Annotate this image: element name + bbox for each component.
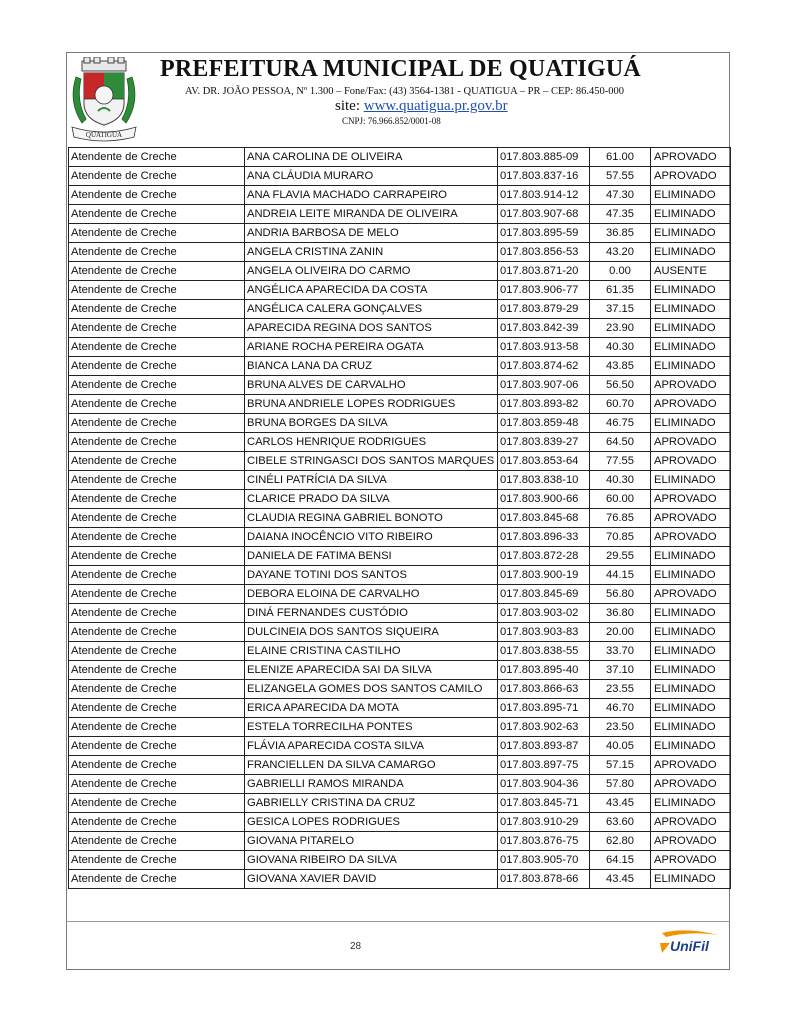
cell-cargo: Atendente de Creche [69, 661, 245, 680]
table-row [69, 186, 731, 205]
cell-status: APROVADO [651, 167, 731, 186]
cell-cargo: Atendente de Creche [69, 699, 245, 718]
cell-registration: 017.803.893-87 [498, 737, 590, 756]
unifil-logo [656, 929, 726, 955]
cell-status: ELIMINADO [651, 319, 731, 338]
cell-name: CLARICE PRADO DA SILVA [245, 490, 498, 509]
table-row [69, 357, 731, 376]
table-row [69, 585, 731, 604]
cell-registration: 017.803.845-69 [498, 585, 590, 604]
cell-name: ELIZANGELA GOMES DOS SANTOS CAMILO [245, 680, 498, 699]
cell-name: DEBORA ELOINA DE CARVALHO [245, 585, 498, 604]
cell-cargo: Atendente de Creche [69, 737, 245, 756]
cell-score: 57.15 [590, 756, 651, 775]
cell-score: 0.00 [590, 262, 651, 281]
cell-cargo: Atendente de Creche [69, 870, 245, 889]
cell-status: ELIMINADO [651, 737, 731, 756]
cell-status: ELIMINADO [651, 357, 731, 376]
cell-cargo: Atendente de Creche [69, 528, 245, 547]
cell-name: ANDREIA LEITE MIRANDA DE OLIVEIRA [245, 205, 498, 224]
cell-name: GIOVANA PITARELO [245, 832, 498, 851]
cell-cargo: Atendente de Creche [69, 509, 245, 528]
cell-cargo: Atendente de Creche [69, 148, 245, 167]
cell-cargo: Atendente de Creche [69, 281, 245, 300]
site-label: site: [335, 98, 364, 114]
cell-score: 43.45 [590, 870, 651, 889]
cell-status: APROVADO [651, 376, 731, 395]
cell-name: ARIANE ROCHA PEREIRA OGATA [245, 338, 498, 357]
cell-name: CINÉLI PATRÍCIA DA SILVA [245, 471, 498, 490]
cell-registration: 017.803.903-83 [498, 623, 590, 642]
cell-name: DINÁ FERNANDES CUSTÓDIO [245, 604, 498, 623]
cell-cargo: Atendente de Creche [69, 338, 245, 357]
cell-cargo: Atendente de Creche [69, 205, 245, 224]
table-row [69, 832, 731, 851]
cell-score: 61.35 [590, 281, 651, 300]
cell-name: ANA FLAVIA MACHADO CARRAPEIRO [245, 186, 498, 205]
cell-registration: 017.803.879-29 [498, 300, 590, 319]
cell-status: ELIMINADO [651, 471, 731, 490]
cell-registration: 017.803.903-02 [498, 604, 590, 623]
page-title: PREFEITURA MUNICIPAL DE QUATIGUÁ [160, 56, 641, 82]
cell-name: BRUNA BORGES DA SILVA [245, 414, 498, 433]
cell-score: 70.85 [590, 528, 651, 547]
cell-score: 46.75 [590, 414, 651, 433]
cell-registration: 017.803.872-28 [498, 547, 590, 566]
cell-status: ELIMINADO [651, 699, 731, 718]
table-row [69, 851, 731, 870]
footer-divider [66, 921, 730, 922]
cell-score: 61.00 [590, 148, 651, 167]
cell-score: 37.10 [590, 661, 651, 680]
cell-status: APROVADO [651, 585, 731, 604]
cell-status: ELIMINADO [651, 870, 731, 889]
table-row [69, 414, 731, 433]
cell-registration: 017.803.837-16 [498, 167, 590, 186]
table-row [69, 604, 731, 623]
cell-status: APROVADO [651, 490, 731, 509]
site-link[interactable]: www.quatigua.pr.gov.br [363, 98, 508, 114]
cell-score: 47.30 [590, 186, 651, 205]
cell-status: ELIMINADO [651, 224, 731, 243]
table-row [69, 471, 731, 490]
cell-status: ELIMINADO [651, 547, 731, 566]
cell-registration: 017.803.904-36 [498, 775, 590, 794]
cell-cargo: Atendente de Creche [69, 832, 245, 851]
cell-status: APROVADO [651, 509, 731, 528]
cell-registration: 017.803.902-63 [498, 718, 590, 737]
cell-cargo: Atendente de Creche [69, 490, 245, 509]
cell-cargo: Atendente de Creche [69, 186, 245, 205]
table-row [69, 490, 731, 509]
cell-status: ELIMINADO [651, 338, 731, 357]
cell-name: ANGELA OLIVEIRA DO CARMO [245, 262, 498, 281]
table-row [69, 756, 731, 775]
cell-score: 23.55 [590, 680, 651, 699]
cell-score: 43.45 [590, 794, 651, 813]
cell-registration: 017.803.906-77 [498, 281, 590, 300]
table-row [69, 433, 731, 452]
cell-registration: 017.803.874-62 [498, 357, 590, 376]
cell-registration: 017.803.885-09 [498, 148, 590, 167]
cell-status: APROVADO [651, 756, 731, 775]
cell-registration: 017.803.910-29 [498, 813, 590, 832]
header-site [335, 98, 508, 115]
cell-cargo: Atendente de Creche [69, 794, 245, 813]
cell-status: APROVADO [651, 452, 731, 471]
cell-status: ELIMINADO [651, 414, 731, 433]
cell-status: ELIMINADO [651, 243, 731, 262]
table-row [69, 148, 731, 167]
cell-registration: 017.803.896-33 [498, 528, 590, 547]
cell-name: ELENIZE APARECIDA SAI DA SILVA [245, 661, 498, 680]
cell-score: 47.35 [590, 205, 651, 224]
cell-status: AUSENTE [651, 262, 731, 281]
cell-score: 23.90 [590, 319, 651, 338]
cell-name: FLÁVIA APARECIDA COSTA SILVA [245, 737, 498, 756]
cell-registration: 017.803.876-75 [498, 832, 590, 851]
cell-registration: 017.803.895-40 [498, 661, 590, 680]
cell-registration: 017.803.893-82 [498, 395, 590, 414]
cell-score: 76.85 [590, 509, 651, 528]
table-row [69, 224, 731, 243]
cell-status: ELIMINADO [651, 794, 731, 813]
cell-score: 56.50 [590, 376, 651, 395]
cell-score: 77.55 [590, 452, 651, 471]
cell-registration: 017.803.838-55 [498, 642, 590, 661]
cell-cargo: Atendente de Creche [69, 775, 245, 794]
cell-cargo: Atendente de Creche [69, 262, 245, 281]
cell-registration: 017.803.897-75 [498, 756, 590, 775]
cell-cargo: Atendente de Creche [69, 243, 245, 262]
table-row [69, 794, 731, 813]
cell-registration: 017.803.845-71 [498, 794, 590, 813]
cell-name: GABRIELLI RAMOS MIRANDA [245, 775, 498, 794]
cell-name: APARECIDA REGINA DOS SANTOS [245, 319, 498, 338]
crest-ribbon-text: QUATIGUÁ [85, 131, 123, 139]
cell-status: APROVADO [651, 813, 731, 832]
cell-name: DULCINEIA DOS SANTOS SIQUEIRA [245, 623, 498, 642]
cell-name: ERICA APARECIDA DA MOTA [245, 699, 498, 718]
cell-cargo: Atendente de Creche [69, 395, 245, 414]
cell-registration: 017.803.871-20 [498, 262, 590, 281]
cell-score: 23.50 [590, 718, 651, 737]
cell-name: ANA CAROLINA DE OLIVEIRA [245, 148, 498, 167]
cell-cargo: Atendente de Creche [69, 471, 245, 490]
cell-score: 64.50 [590, 433, 651, 452]
cell-score: 43.20 [590, 243, 651, 262]
page-number: 28 [350, 941, 362, 952]
cell-status: ELIMINADO [651, 300, 731, 319]
cell-cargo: Atendente de Creche [69, 642, 245, 661]
table-row [69, 775, 731, 794]
cell-status: APROVADO [651, 851, 731, 870]
table-row [69, 281, 731, 300]
table-row [69, 509, 731, 528]
cell-score: 20.00 [590, 623, 651, 642]
cell-score: 40.05 [590, 737, 651, 756]
cell-cargo: Atendente de Creche [69, 851, 245, 870]
cell-cargo: Atendente de Creche [69, 813, 245, 832]
table-row [69, 661, 731, 680]
cell-registration: 017.803.853-64 [498, 452, 590, 471]
cell-name: GABRIELLY CRISTINA DA CRUZ [245, 794, 498, 813]
table-row [69, 205, 731, 224]
cell-registration: 017.803.859-48 [498, 414, 590, 433]
cell-score: 36.85 [590, 224, 651, 243]
results-table-body [69, 148, 731, 889]
cell-status: ELIMINADO [651, 281, 731, 300]
cell-score: 57.80 [590, 775, 651, 794]
cell-cargo: Atendente de Creche [69, 547, 245, 566]
cell-registration: 017.803.838-10 [498, 471, 590, 490]
cell-score: 37.15 [590, 300, 651, 319]
cell-name: ESTELA TORRECILHA PONTES [245, 718, 498, 737]
cell-name: DAIANA INOCÊNCIO VITO RIBEIRO [245, 528, 498, 547]
cell-score: 46.70 [590, 699, 651, 718]
table-row [69, 528, 731, 547]
table-row [69, 623, 731, 642]
cell-registration: 017.803.842-39 [498, 319, 590, 338]
cell-registration: 017.803.907-06 [498, 376, 590, 395]
cell-registration: 017.803.907-68 [498, 205, 590, 224]
cell-name: FRANCIELLEN DA SILVA CAMARGO [245, 756, 498, 775]
cell-name: CARLOS HENRIQUE RODRIGUES [245, 433, 498, 452]
cell-score: 64.15 [590, 851, 651, 870]
cell-status: ELIMINADO [651, 623, 731, 642]
cell-status: APROVADO [651, 775, 731, 794]
cell-status: ELIMINADO [651, 661, 731, 680]
cell-score: 36.80 [590, 604, 651, 623]
cell-name: DANIELA DE FATIMA BENSI [245, 547, 498, 566]
results-table [68, 147, 731, 889]
cell-name: GIOVANA XAVIER DAVID [245, 870, 498, 889]
cell-registration: 017.803.913-58 [498, 338, 590, 357]
cell-name: ANA CLÁUDIA MURARO [245, 167, 498, 186]
cell-status: APROVADO [651, 433, 731, 452]
cell-score: 60.70 [590, 395, 651, 414]
cell-registration: 017.803.878-66 [498, 870, 590, 889]
table-row [69, 167, 731, 186]
cell-name: GIOVANA RIBEIRO DA SILVA [245, 851, 498, 870]
cell-cargo: Atendente de Creche [69, 718, 245, 737]
municipal-crest-logo [68, 57, 140, 143]
cell-cargo: Atendente de Creche [69, 623, 245, 642]
cell-status: ELIMINADO [651, 718, 731, 737]
table-row [69, 547, 731, 566]
unifil-logo-text: UniFil [670, 938, 709, 954]
cell-name: GESICA LOPES RODRIGUES [245, 813, 498, 832]
cell-status: APROVADO [651, 832, 731, 851]
cell-name: BIANCA LANA DA CRUZ [245, 357, 498, 376]
cell-score: 44.15 [590, 566, 651, 585]
cell-cargo: Atendente de Creche [69, 585, 245, 604]
table-row [69, 566, 731, 585]
cell-cargo: Atendente de Creche [69, 319, 245, 338]
cell-name: CIBELE STRINGASCI DOS SANTOS MARQUES [245, 452, 498, 471]
cell-status: ELIMINADO [651, 205, 731, 224]
header-address: AV. DR. JOÃO PESSOA, Nº 1.300 – Fone/Fax: (43) 3564-1381 - QUATIGUA – PR – CEP: 86.450-000 [185, 86, 624, 97]
cell-status: APROVADO [651, 148, 731, 167]
table-row [69, 718, 731, 737]
cell-name: ELAINE CRISTINA CASTILHO [245, 642, 498, 661]
cell-score: 40.30 [590, 471, 651, 490]
table-row [69, 338, 731, 357]
cell-cargo: Atendente de Creche [69, 452, 245, 471]
cell-cargo: Atendente de Creche [69, 756, 245, 775]
header-cnpj: CNPJ: 76.966.852/0001-08 [342, 116, 441, 126]
table-row [69, 395, 731, 414]
table-row [69, 262, 731, 281]
cell-status: ELIMINADO [651, 604, 731, 623]
cell-cargo: Atendente de Creche [69, 433, 245, 452]
cell-status: ELIMINADO [651, 566, 731, 585]
cell-score: 62.80 [590, 832, 651, 851]
cell-score: 63.60 [590, 813, 651, 832]
table-row [69, 376, 731, 395]
cell-name: BRUNA ALVES DE CARVALHO [245, 376, 498, 395]
cell-score: 60.00 [590, 490, 651, 509]
table-row [69, 452, 731, 471]
cell-status: ELIMINADO [651, 680, 731, 699]
cell-name: BRUNA ANDRIELE LOPES RODRIGUES [245, 395, 498, 414]
cell-registration: 017.803.866-63 [498, 680, 590, 699]
table-row [69, 813, 731, 832]
cell-registration: 017.803.895-59 [498, 224, 590, 243]
cell-name: ANGÉLICA CALERA GONÇALVES [245, 300, 498, 319]
cell-status: ELIMINADO [651, 186, 731, 205]
cell-name: DAYANE TOTINI DOS SANTOS [245, 566, 498, 585]
cell-cargo: Atendente de Creche [69, 566, 245, 585]
cell-cargo: Atendente de Creche [69, 414, 245, 433]
cell-status: APROVADO [651, 395, 731, 414]
cell-cargo: Atendente de Creche [69, 357, 245, 376]
cell-registration: 017.803.900-19 [498, 566, 590, 585]
cell-cargo: Atendente de Creche [69, 300, 245, 319]
cell-registration: 017.803.905-70 [498, 851, 590, 870]
table-row [69, 300, 731, 319]
cell-name: CLAUDIA REGINA GABRIEL BONOTO [245, 509, 498, 528]
cell-registration: 017.803.914-12 [498, 186, 590, 205]
cell-score: 43.85 [590, 357, 651, 376]
cell-score: 29.55 [590, 547, 651, 566]
cell-cargo: Atendente de Creche [69, 376, 245, 395]
cell-name: ANGÉLICA APARECIDA DA COSTA [245, 281, 498, 300]
table-row [69, 319, 731, 338]
cell-cargo: Atendente de Creche [69, 680, 245, 699]
cell-score: 33.70 [590, 642, 651, 661]
cell-status: ELIMINADO [651, 642, 731, 661]
table-row [69, 243, 731, 262]
cell-score: 57.55 [590, 167, 651, 186]
cell-registration: 017.803.900-66 [498, 490, 590, 509]
cell-registration: 017.803.845-68 [498, 509, 590, 528]
cell-registration: 017.803.839-27 [498, 433, 590, 452]
cell-registration: 017.803.895-71 [498, 699, 590, 718]
cell-score: 40.30 [590, 338, 651, 357]
cell-cargo: Atendente de Creche [69, 604, 245, 623]
cell-cargo: Atendente de Creche [69, 167, 245, 186]
table-row [69, 870, 731, 889]
cell-score: 56.80 [590, 585, 651, 604]
cell-registration: 017.803.856-53 [498, 243, 590, 262]
table-row [69, 642, 731, 661]
cell-status: APROVADO [651, 528, 731, 547]
table-row [69, 680, 731, 699]
table-row [69, 699, 731, 718]
table-row [69, 737, 731, 756]
cell-name: ANGELA CRISTINA ZANIN [245, 243, 498, 262]
cell-name: ANDRIA BARBOSA DE MELO [245, 224, 498, 243]
cell-cargo: Atendente de Creche [69, 224, 245, 243]
